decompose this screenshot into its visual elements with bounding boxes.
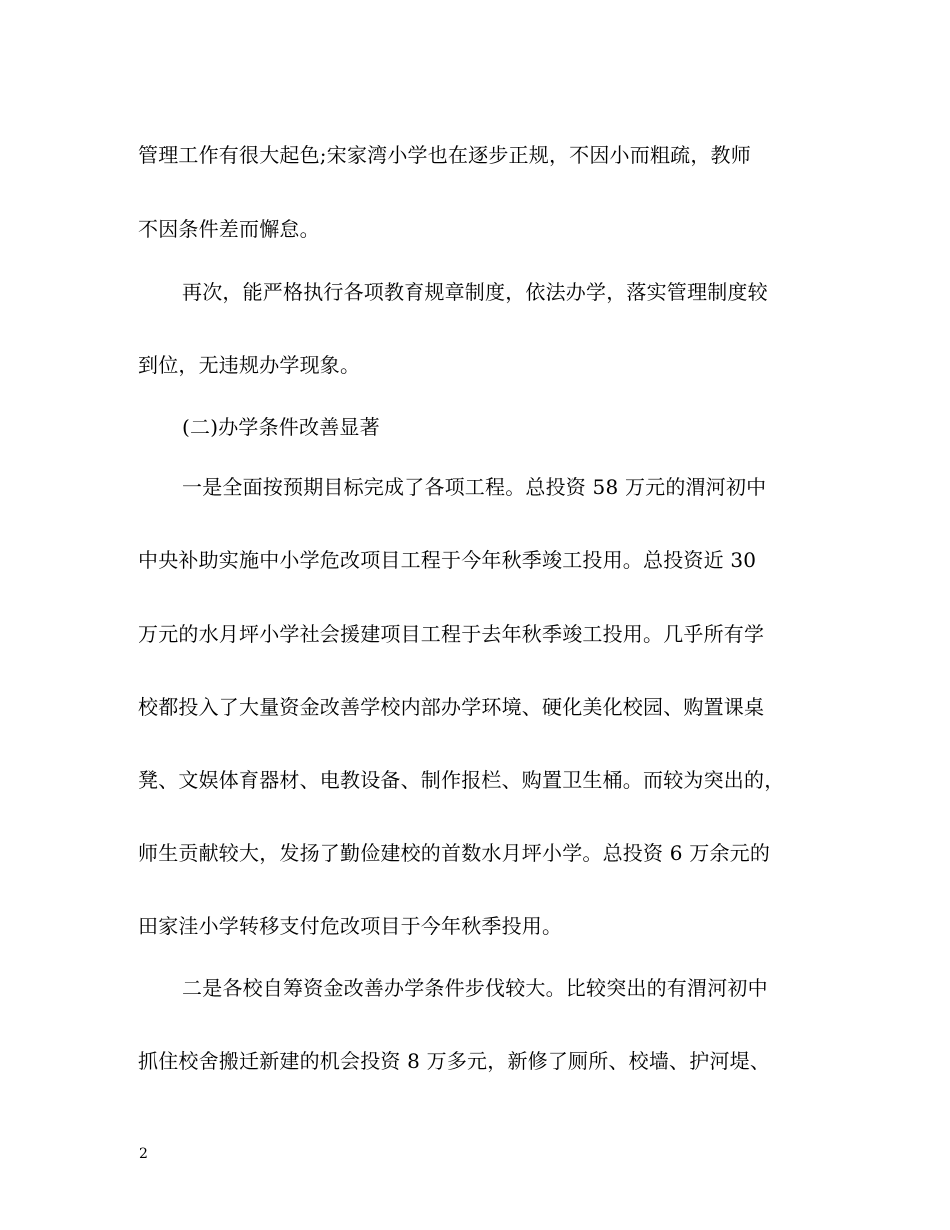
text-line: 不因条件差而懈怠。: [138, 217, 320, 241]
text-line: 到位，无违规办学现象。: [138, 353, 361, 377]
text-line: 万元的水月坪小学社会援建项目工程于去年秋季竣工投用。几乎所有学: [138, 622, 765, 646]
section-heading: (二)办学条件改善显著: [182, 415, 380, 439]
text-line: 校都投入了大量资金改善学校内部办学环境、硬化美化校园、购置课桌: [138, 695, 765, 719]
text-line: 管理工作有很大起色;宋家湾小学也在逐步正规，不因小而粗疏，教师: [138, 143, 751, 167]
text-line: 师生贡献较大，发扬了勤俭建校的首数水月坪小学。总投资 6 万余元的: [138, 841, 771, 865]
text-line: 凳、文娱体育器材、电教设备、制作报栏、购置卫生桶。而较为突出的，: [138, 768, 785, 792]
text-line: 再次，能严格执行各项教育规章制度，依法办学，落实管理制度较: [182, 280, 768, 304]
text-line: 中央补助实施中小学危改项目工程于今年秋季竣工投用。总投资近 30: [138, 548, 757, 572]
text-line: 二是各校自筹资金改善办学条件步伐较大。比较突出的有渭河初中: [182, 976, 768, 1000]
text-line: 一是全面按预期目标完成了各项工程。总投资 58 万元的渭河初中: [182, 475, 767, 499]
text-line: 田家洼小学转移支付危改项目于今年秋季投用。: [138, 914, 563, 938]
page-number: 2: [139, 1146, 148, 1162]
text-line: 抓住校舍搬迁新建的机会投资 8 万多元，新修了厕所、校墙、护河堤、: [138, 1049, 771, 1073]
